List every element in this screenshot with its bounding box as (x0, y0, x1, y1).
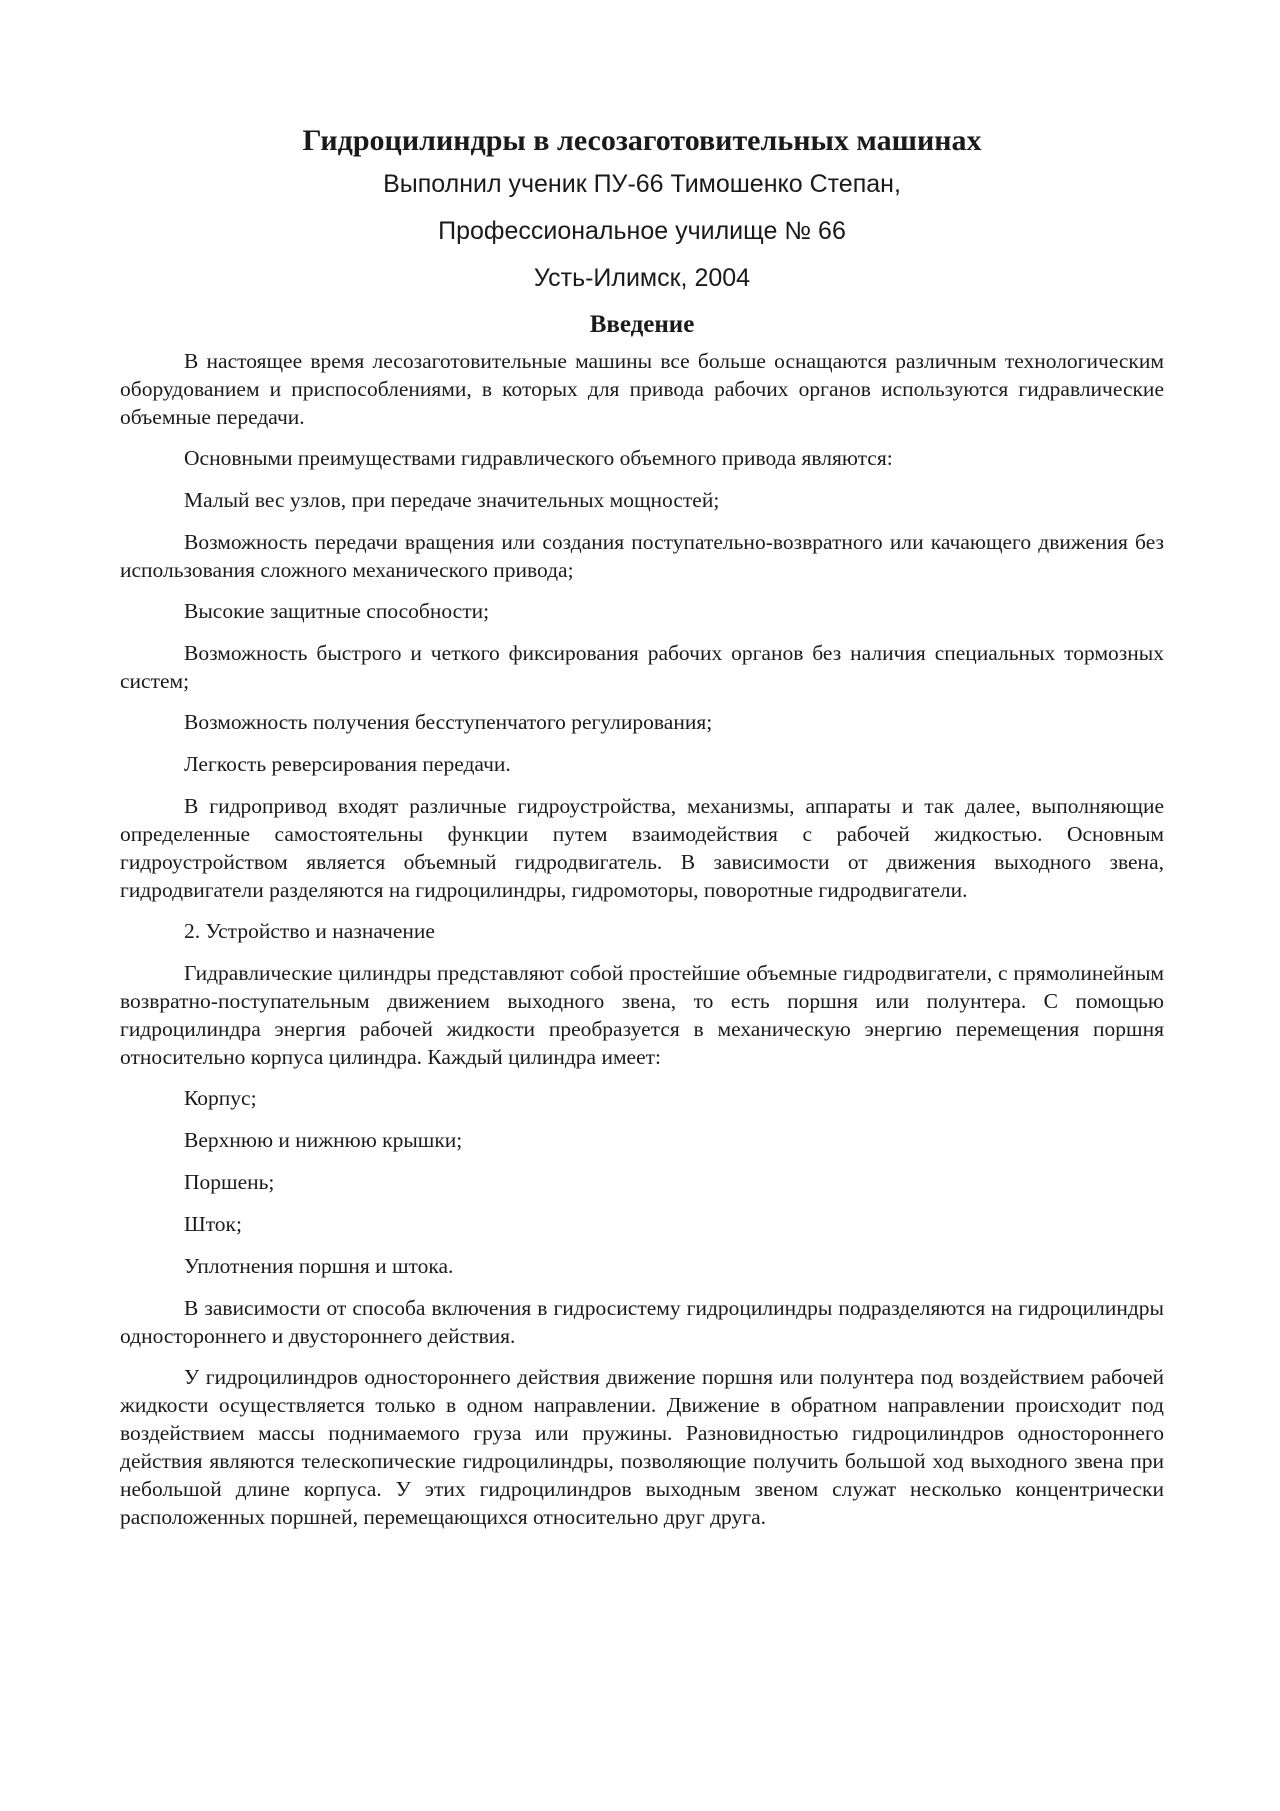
component-item: Поршень; (184, 1170, 275, 1194)
advantage-item: Легкость реверсирования передачи. (184, 752, 511, 776)
document-title: Гидроцилиндры в лесозаготовительных машинах (302, 124, 982, 157)
advantage-item: Возможность быстрого и четкого фиксирования рабочих органов без наличия специальных тормозных систем; (120, 641, 1164, 693)
advantage-item: Возможность получения бесступенчатого регулирования; (184, 710, 713, 734)
hydrodrive-paragraph: В гидропривод входят различные гидроустройства, механизмы, аппараты и так далее, выполняющие определенные самостоятельны функции путем взаимодействия с рабочей жидкостью. Основным гидроустройством является объемный гидродвигатель. В зависимости от движения выходного звена, гидродвигатели разделяются на гидроцилиндры, гидромоторы, поворотные гидродвигатели. (120, 794, 1164, 902)
advantage-item: Возможность передачи вращения или создания поступательно-возвратного или качающего движения без использования сложного механического привода; (120, 530, 1164, 582)
classification-paragraph: В зависимости от способа включения в гидросистему гидроцилиндры подразделяются на гидроцилиндры одностороннего и двустороннего действия. (120, 1296, 1164, 1348)
advantage-item: Высокие защитные способности; (184, 599, 490, 623)
component-item: Корпус; (184, 1086, 257, 1110)
advantage-item: Малый вес узлов, при передаче значительных мощностей; (184, 488, 720, 512)
document-body (120, 120, 1164, 1544)
place-year-line: Усть-Илимск, 2004 (533, 264, 751, 292)
component-item: Уплотнения поршня и штока. (184, 1254, 454, 1278)
section-heading-introduction: Введение (589, 311, 695, 338)
component-item: Верхнюю и нижнюю крышки; (184, 1128, 463, 1152)
author-line: Выполнил ученик ПУ-66 Тимошенко Степан, (383, 170, 901, 198)
school-line: Профессиональное училище № 66 (438, 217, 846, 245)
advantages-intro: Основными преимуществами гидравлического объемного привода являются: (184, 446, 893, 470)
cylinders-paragraph: Гидравлические цилиндры представляют собой простейшие объемные гидродвигатели, с прямолинейным возвратно-поступательным движением выходного звена, то есть поршня или полунтера. С помощью гидроцилиндра энергия рабочей жидкости преобразуется в механическую энергию перемещения поршня относительно корпуса цилиндра. Каждый цилиндра имеет: (120, 961, 1164, 1069)
component-item: Шток; (184, 1212, 242, 1236)
intro-paragraph: В настоящее время лесозаготовительные машины все больше оснащаются различным технологическим оборудованием и приспособлениями, в которых для привода рабочих органов используются гидравлические объемные передачи. (120, 349, 1164, 429)
single-acting-paragraph: У гидроцилиндров одностороннего действия движение поршня или полунтера под воздействием рабочей жидкости осуществляется только в одном направлении. Движение в обратном направлении происходит под воздействием массы поднимаемого груза или пружины. Разновидностью гидроцилиндров одностороннего действия являются телескопические гидроцилиндры, позволяющие получить большой ход выходного звена при небольшой длине корпуса. У этих гидроцилиндров выходным звеном служат несколько концентрически расположенных поршней, перемещающихся относительно друг друга. (120, 1365, 1164, 1529)
section-2-heading: 2. Устройство и назначение (184, 919, 435, 943)
